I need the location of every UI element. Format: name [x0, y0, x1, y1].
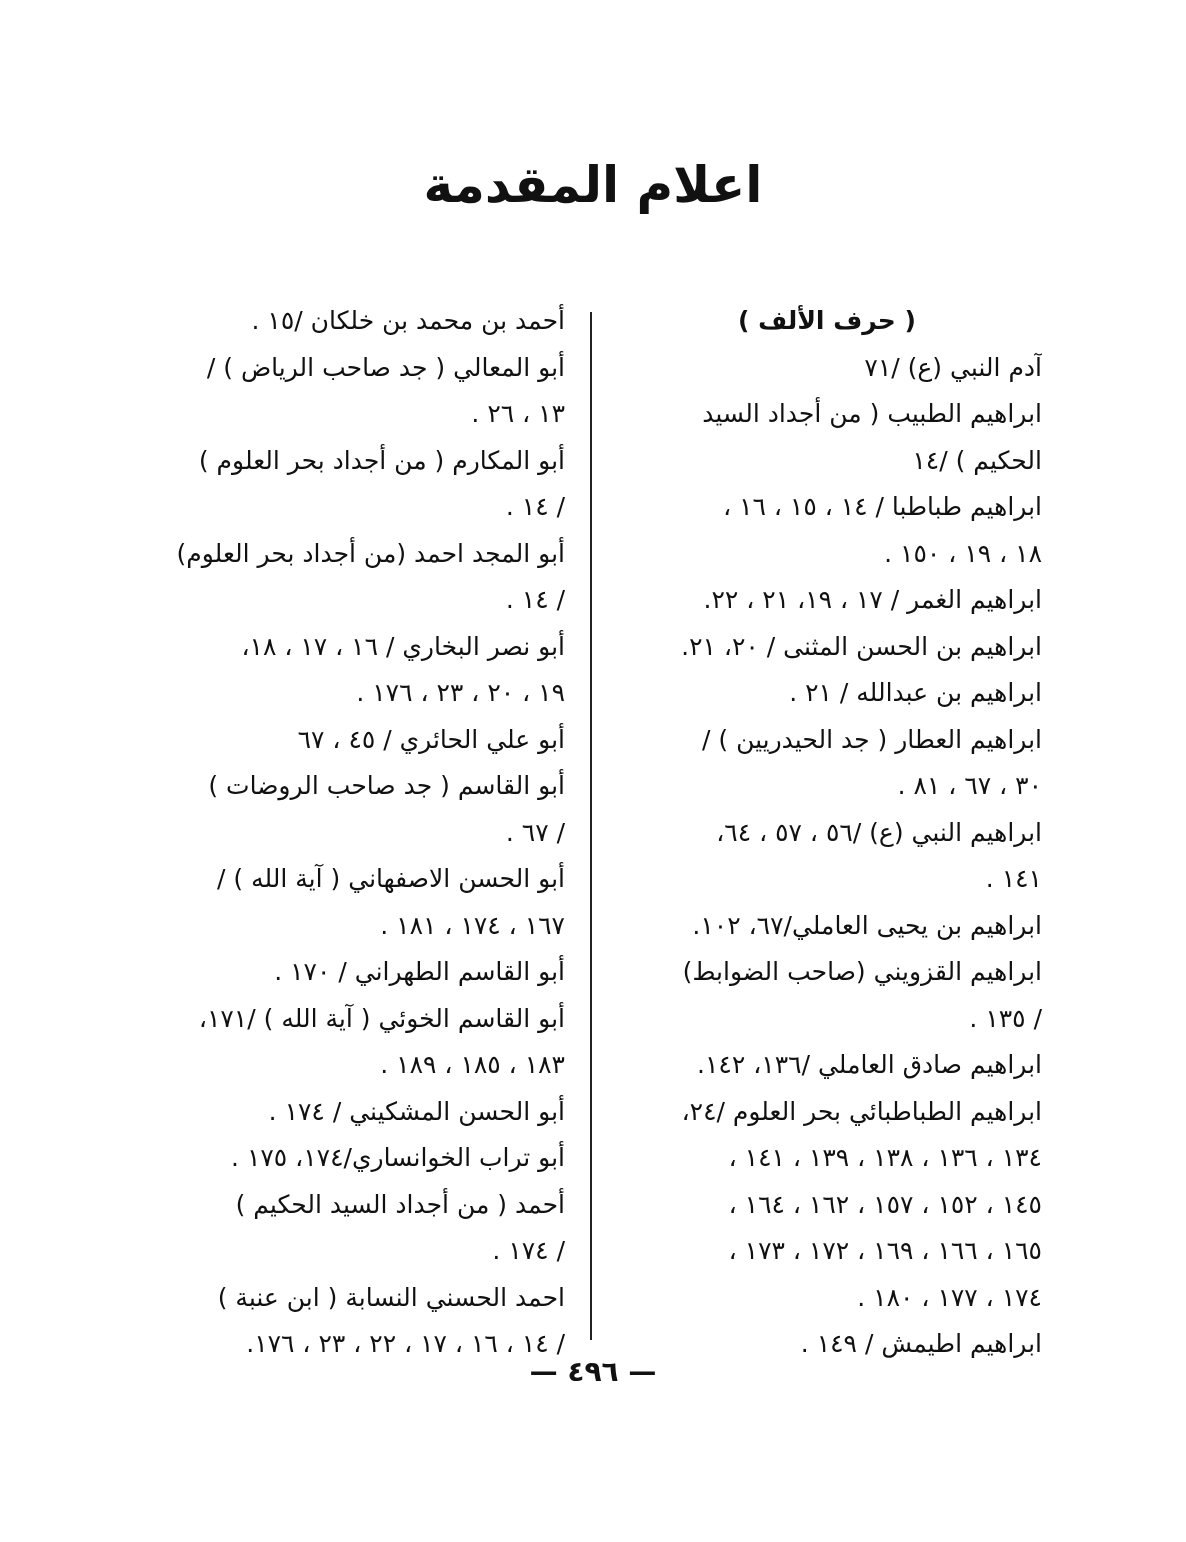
- index-line: أبو القاسم الخوئي ( آية الله ) /١٧١،: [198, 1003, 565, 1033]
- index-line: الحكيم ) /١٤: [912, 445, 1042, 475]
- index-line: احمد الحسني النسابة ( ابن عنبة ): [217, 1282, 565, 1312]
- index-line: ١٨ ، ١٩ ، ١٥٠ .: [884, 538, 1042, 568]
- index-line: / ٦٧ .: [505, 817, 565, 847]
- index-line: ٣٠ ، ٦٧ ، ٨١ .: [897, 771, 1042, 800]
- index-line: أبو المكارم ( من أجداد بحر العلوم ): [198, 445, 565, 475]
- index-line: ابراهيم اطيمش / ١٤٩ .: [800, 1329, 1042, 1358]
- index-line: ١٣ ، ٢٦ .: [471, 399, 565, 428]
- index-line: ١٨٣ ، ١٨٥ ، ١٨٩ .: [380, 1050, 565, 1079]
- index-line: ١٤١ .: [985, 864, 1042, 893]
- index-column-right: [612, 298, 1042, 1368]
- index-line: ١٣٤ ، ١٣٦ ، ١٣٨ ، ١٣٩ ، ١٤١ ،: [728, 1143, 1042, 1172]
- index-line: أحمد بن محمد بن خلكان /١٥ .: [251, 306, 565, 335]
- index-line: أبو تراب الخوانساري/١٧٤، ١٧٥ .: [231, 1143, 565, 1172]
- index-line: ابراهيم الطبيب ( من أجداد السيد: [702, 399, 1042, 428]
- column-divider: [590, 312, 592, 1340]
- index-line: أبو المجد احمد (من أجداد بحر العلوم): [176, 538, 565, 568]
- index-line: ابراهيم طباطبا / ١٤ ، ١٥ ، ١٦ ،: [723, 492, 1042, 521]
- index-line: أبو المعالي ( جد صاحب الرياض ) /: [206, 352, 565, 382]
- index-line: / ١٤ ، ١٦ ، ١٧ ، ٢٢ ، ٢٣ ، ١٧٦.: [246, 1329, 565, 1358]
- index-line: أحمد ( من أجداد السيد الحكيم ): [235, 1189, 565, 1219]
- page-title: اعلام المقدمة: [423, 156, 763, 214]
- page-number: — ٤٩٦ —: [529, 1355, 657, 1388]
- index-line: / ١٤ .: [505, 585, 565, 614]
- index-line: أبو القاسم ( جد صاحب الروضات ): [208, 771, 565, 800]
- index-line: ١٧٤ ، ١٧٧ ، ١٨٠ .: [857, 1282, 1042, 1312]
- index-line: ابراهيم العطار ( جد الحيدريين ) /: [702, 724, 1042, 754]
- index-line: ابراهيم الطباطبائي بحر العلوم /٢٤،: [681, 1096, 1042, 1126]
- index-line: أبو علي الحائري / ٤٥ ، ٦٧: [297, 724, 565, 754]
- index-line: ابراهيم بن يحيى العاملي/٦٧، ١٠٢.: [692, 910, 1042, 940]
- index-line: ابراهيم بن عبدالله / ٢١ .: [789, 678, 1042, 707]
- index-line: / ١٤ .: [505, 492, 565, 521]
- index-line: ابراهيم بن الحسن المثنى / ٢٠، ٢١.: [681, 631, 1042, 661]
- index-line: ابراهيم القزويني (صاحب الضوابط): [682, 957, 1042, 986]
- section-heading: ( حرف الألف ): [738, 306, 916, 335]
- index-line: ابراهيم النبي (ع) /٥٦ ، ٥٧ ، ٦٤،: [716, 817, 1042, 847]
- index-line: / ١٧٤ .: [492, 1236, 565, 1265]
- index-line: آدم النبي (ع) /٧١: [864, 352, 1042, 382]
- index-line: أبو القاسم الطهراني / ١٧٠ .: [274, 957, 565, 986]
- index-line: ١٩ ، ٢٠ ، ٢٣ ، ١٧٦ .: [356, 678, 565, 707]
- index-line: / ١٣٥ .: [969, 1003, 1042, 1033]
- index-line: أبو الحسن المشكيني / ١٧٤ .: [268, 1096, 565, 1126]
- index-column-left: [150, 298, 565, 1368]
- index-line: ١٦٥ ، ١٦٦ ، ١٦٩ ، ١٧٢ ، ١٧٣ ،: [728, 1236, 1042, 1265]
- index-line: ابراهيم الغمر / ١٧ ، ١٩، ٢١ ، ٢٢.: [703, 585, 1042, 614]
- index-line: ابراهيم صادق العاملي /١٣٦، ١٤٢.: [697, 1050, 1042, 1079]
- index-line: أبو الحسن الاصفهاني ( آية الله ) /: [217, 864, 565, 893]
- index-line: ١٦٧ ، ١٧٤ ، ١٨١ .: [380, 910, 565, 940]
- index-line: أبو نصر البخاري / ١٦ ، ١٧ ، ١٨،: [241, 631, 565, 661]
- index-line: ١٤٥ ، ١٥٢ ، ١٥٧ ، ١٦٢ ، ١٦٤ ،: [728, 1189, 1042, 1219]
